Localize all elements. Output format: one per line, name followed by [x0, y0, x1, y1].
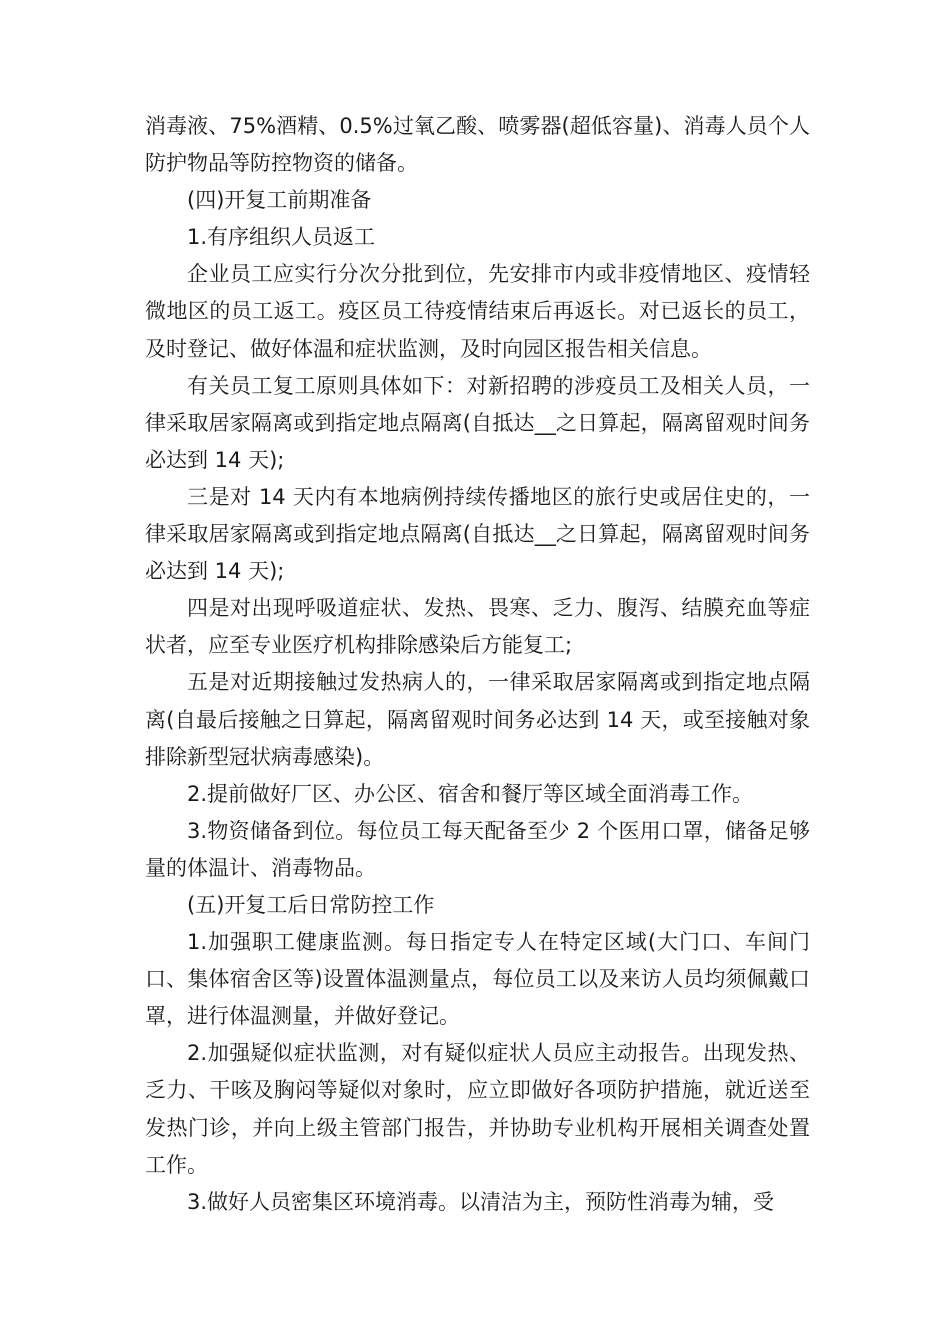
heading-section-5: (五)开复工后日常防控工作 — [187, 892, 435, 917]
document-body — [145, 108, 810, 1221]
heading-section-4: (四)开复工前期准备 — [187, 188, 372, 213]
paragraph-staggered-return: 企业员工应实行分次分批到位，先安排市内或非疫情地区、疫情轻微地区的员工返工。疫区员工待疫情结束后再返长。对已返长的员工，及时登记、做好体温和症状监测，及时向园区报告相关信息。 — [145, 262, 810, 361]
paragraph-symptom-monitoring: 2.加强疑似症状监测，对有疑似症状人员应主动报告。出现发热、乏力、干咳及胸闷等疑似对象时，应立即做好各项防护措施，就近送至发热门诊，并向上级主管部门报告，并协助专业机构开展相关调查处置工作。 — [145, 1041, 810, 1177]
paragraph-rule-3: 三是对 14 天内有本地病例持续传播地区的旅行史或居住史的，一律采取居家隔离或到指定地点隔离(自抵达__之日算起，隔离留观时间务必达到 14 天); — [145, 484, 810, 584]
paragraph-environment-disinfection: 3.做好人员密集区环境消毒。以清洁为主，预防性消毒为辅，受 — [187, 1189, 775, 1214]
paragraph-supplies-continued: 消毒液、75%酒精、0.5%过氧乙酸、喷雾器(超低容量)、消毒人员个人防护物品等防控物资的储备。 — [145, 114, 810, 176]
paragraph-materials: 3.物资储备到位。每位员工每天配备至少 2 个医用口罩，储备足够量的体温计、消毒物品。 — [145, 818, 810, 880]
paragraph-health-monitoring: 1.加强职工健康监测。每日指定专人在特定区域(大门口、车间门口、集体宿舍区等)设置体温测量点，每位员工以及来访人员均须佩戴口罩，进行体温测量，并做好登记。 — [145, 930, 810, 1029]
subheading-return-to-work: 1.有序组织人员返工 — [187, 225, 376, 250]
paragraph-rule-5: 五是对近期接触过发热病人的，一律采取居家隔离或到指定地点隔离(自最后接触之日算起，隔离留观时间务必达到 14 天，或至接触对象排除新型冠状病毒感染)。 — [145, 670, 810, 769]
paragraph-rule-4: 四是对出现呼吸道症状、发热、畏寒、乏力、腹泻、结膜充血等症状者，应至专业医疗机构排除感染后方能复工; — [145, 596, 810, 658]
paragraph-return-principles: 有关员工复工原则具体如下：对新招聘的涉疫员工及相关人员，一律采取居家隔离或到指定地点隔离(自抵达__之日算起，隔离留观时间务必达到 14 天); — [145, 373, 810, 472]
paragraph-disinfection: 2.提前做好厂区、办公区、宿舍和餐厅等区域全面消毒工作。 — [187, 781, 754, 806]
